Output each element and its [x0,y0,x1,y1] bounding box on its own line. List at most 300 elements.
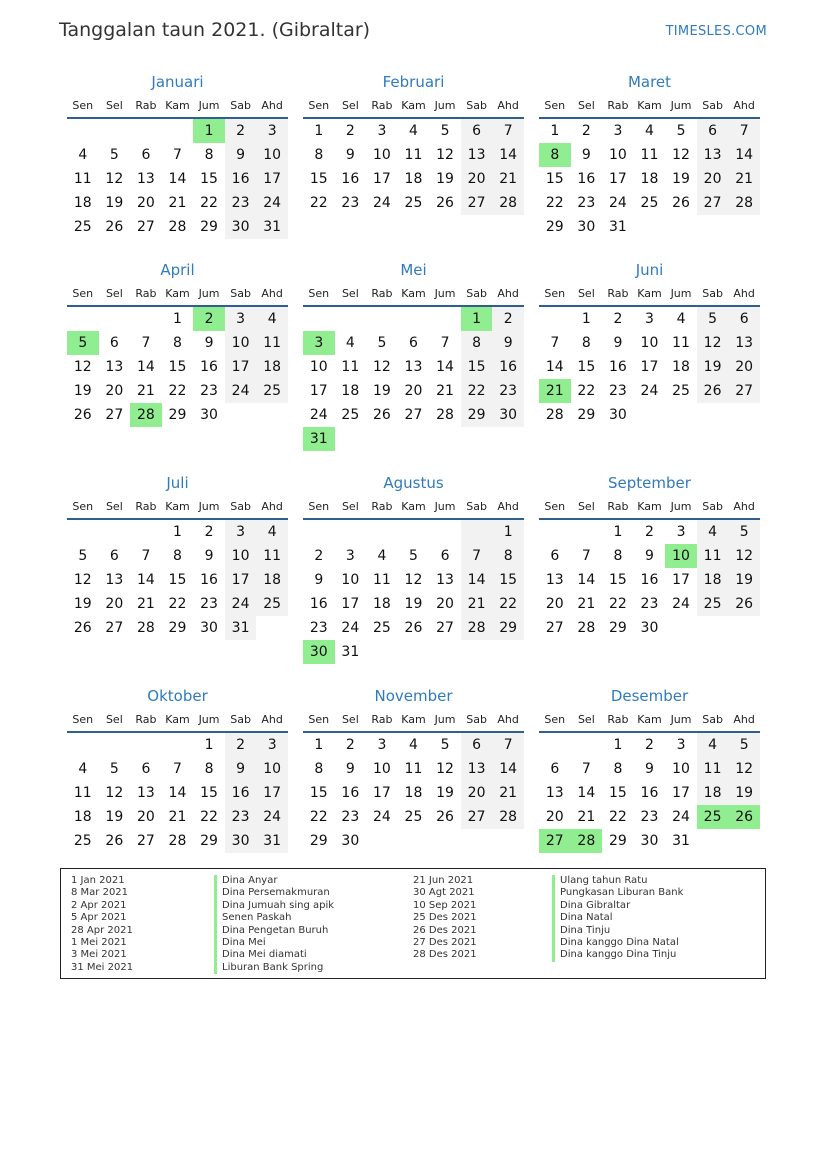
weekday-label: Sab [230,99,251,112]
day-cell: 9 [225,757,257,781]
day-cell: 10 [225,331,257,355]
month-oktober [67,684,288,872]
day-cell: 8 [204,147,214,163]
weekday-label: Rab [371,500,393,513]
holiday-date: 31 Mei 2021 [71,961,134,973]
weekday-label: Sab [702,287,723,300]
day-cell: 18 [404,171,423,187]
day-cell: 6 [461,119,493,143]
day-cell: 1 [173,311,182,327]
day-cell: 2 [225,119,257,143]
holiday-name: Dina Mei diamati [214,949,334,961]
day-cell: 25 [404,195,423,211]
day-cell: 27 [436,620,454,636]
day-cell: 23 [225,191,257,215]
weekday-label: Jum [434,287,456,300]
day-cell: 20 [461,167,493,191]
day-cell: 26 [436,195,454,211]
day-cell: 11 [73,785,92,801]
day-grid [303,119,524,215]
day-cell: 6 [697,119,729,143]
weekday-label: Rab [371,287,393,300]
day-cell: 14 [577,785,596,801]
day-cell: 7 [728,119,760,143]
holiday-date: 21 Jun 2021 [413,875,474,886]
weekday-label: Ahd [261,287,283,300]
day-grid [67,520,288,640]
day-cell: 7 [173,761,182,777]
day-cell: 20 [545,596,564,612]
month-title: November [374,687,453,705]
day-cell: 5 [109,147,119,163]
day-cell: 22 [200,809,218,825]
weekday-label: Sab [702,500,723,513]
weekday-label: Jum [198,287,220,300]
day-cell: 13 [136,785,155,801]
weekday-label: Kam [637,287,662,300]
weekday-label: Ahd [733,500,755,513]
empty-cell [162,119,194,143]
weekday-label: Ahd [497,713,519,726]
day-cell: 3 [256,119,288,143]
legend-dates-column-2 [413,875,477,962]
day-cell: 22 [309,809,328,825]
day-cell: 3 [377,737,387,753]
day-cell: 26 [105,219,124,235]
day-cell: 17 [225,355,257,379]
month-title: Januari [151,73,204,91]
month-title: September [608,474,691,492]
empty-cell [99,733,131,757]
day-cell: 25 [404,809,423,825]
day-cell: 19 [436,171,454,187]
day-cell: 9 [492,331,524,355]
day-cell: 2 [645,737,654,753]
day-cell: 9 [345,147,355,163]
weekday-label: Kam [165,500,190,513]
holiday-date: 5 Apr 2021 [71,912,127,924]
weekday-label: Rab [135,713,157,726]
holiday-date: 28 Apr 2021 [71,924,133,936]
day-cell: 14 [577,572,596,588]
weekday-label: Sen [72,287,94,300]
day-cell: 29 [608,620,627,636]
holiday-day-cell: 30 [303,640,335,664]
month-title: Juni [635,261,664,279]
day-cell: 7 [141,335,151,351]
weekday-label: Kam [401,99,426,112]
day-cell: 22 [608,596,627,612]
month-title: Februari [382,73,445,91]
day-cell: 2 [204,524,214,540]
day-cell: 27 [136,219,155,235]
weekday-label: Jum [198,99,220,112]
day-cell: 21 [136,596,155,612]
day-cell: 27 [404,407,423,423]
day-cell: 13 [697,143,729,167]
holiday-day-cell: 26 [728,805,760,829]
holiday-date: 2 Apr 2021 [71,899,127,911]
weekday-label: Sen [72,500,94,513]
day-cell: 4 [409,123,418,139]
empty-cell [67,520,99,544]
day-cell: 19 [105,809,124,825]
day-cell: 23 [577,195,596,211]
holiday-name: Dina Pengetan Buruh [214,925,334,937]
day-cell: 24 [608,195,627,211]
day-cell: 8 [581,335,591,351]
day-cell: 18 [73,809,92,825]
day-cell: 31 [341,644,360,660]
day-cell: 7 [141,548,151,564]
day-cell: 25 [256,592,288,616]
weekday-label: Sen [72,99,94,112]
day-cell: 11 [73,171,92,187]
day-cell: 28 [492,191,524,215]
day-cell: 18 [73,195,92,211]
day-cell: 19 [73,596,92,612]
day-cell: 7 [492,119,524,143]
day-cell: 2 [613,311,623,327]
day-cell: 26 [436,809,454,825]
day-cell: 23 [309,620,328,636]
holiday-name: Dina Persemakmuran [214,887,334,899]
day-cell: 30 [608,407,627,423]
day-cell: 16 [577,171,596,187]
weekday-label: Sen [308,287,330,300]
weekday-label: Sen [544,500,566,513]
day-cell: 4 [78,761,88,777]
day-cell: 31 [256,215,288,239]
month-november [303,684,524,872]
day-cell: 17 [372,171,391,187]
empty-cell [398,307,430,331]
weekday-label: Ahd [261,713,283,726]
holiday-day-cell: 8 [539,143,571,167]
month-september [539,471,760,684]
holiday-date: 1 Jan 2021 [71,875,125,886]
day-cell: 5 [676,123,686,139]
month-desember [539,684,760,872]
day-cell: 7 [581,548,591,564]
weekday-label: Sel [577,500,595,513]
day-cell: 12 [728,757,760,781]
legend-names-column-2 [552,875,683,962]
day-cell: 20 [697,167,729,191]
day-cell: 12 [105,785,124,801]
day-cell: 24 [672,809,690,825]
weekday-label: Sel [577,287,595,300]
weekday-header [303,709,524,733]
day-cell: 13 [461,143,493,167]
day-cell: 15 [309,785,328,801]
holiday-name: Dina Mei [214,937,334,949]
day-cell: 3 [676,737,686,753]
weekday-label: Rab [607,287,629,300]
day-cell: 13 [136,171,155,187]
day-cell: 28 [545,407,564,423]
weekday-label: Ahd [497,99,519,112]
day-cell: 19 [728,568,760,592]
day-cell: 4 [697,733,729,757]
day-grid [539,733,760,853]
day-cell: 8 [173,548,182,564]
day-cell: 17 [672,785,690,801]
day-cell: 21 [436,383,454,399]
day-cell: 16 [309,596,328,612]
day-cell: 14 [461,568,493,592]
month-title: Maret [627,73,672,91]
weekday-label: Kam [637,500,662,513]
day-cell: 24 [309,407,328,423]
day-cell: 17 [372,785,391,801]
day-cell: 20 [461,781,493,805]
weekday-label: Sab [702,713,723,726]
day-cell: 18 [640,171,659,187]
day-cell: 9 [645,761,654,777]
day-cell: 3 [377,123,387,139]
day-cell: 28 [168,219,187,235]
day-cell: 15 [577,359,596,375]
day-cell: 18 [341,383,360,399]
day-cell: 5 [377,335,387,351]
weekday-header [539,496,760,520]
month-agustus [303,471,524,684]
day-cell: 23 [640,809,659,825]
weekday-label: Rab [607,99,629,112]
empty-cell [303,520,335,544]
weekday-label: Kam [165,713,190,726]
weekday-label: Sel [577,713,595,726]
day-cell: 15 [545,171,564,187]
weekday-label: Rab [135,99,157,112]
day-cell: 2 [345,123,355,139]
day-cell: 9 [314,572,324,588]
day-cell: 30 [200,620,218,636]
legend-dates-column-1 [71,875,133,974]
day-cell: 5 [109,761,119,777]
day-cell: 29 [608,833,627,849]
weekday-label: Kam [401,287,426,300]
day-cell: 21 [577,596,596,612]
day-cell: 21 [461,592,493,616]
day-cell: 13 [545,785,564,801]
day-cell: 1 [613,524,623,540]
weekday-label: Rab [135,287,157,300]
day-grid [303,733,524,853]
weekday-label: Sel [105,99,123,112]
day-cell: 23 [341,195,360,211]
day-cell: 20 [136,195,155,211]
day-cell: 3 [225,520,257,544]
weekday-label: Kam [401,500,426,513]
holiday-date: 30 Agt 2021 [413,887,475,899]
day-cell: 21 [168,809,187,825]
weekday-header [303,496,524,520]
empty-cell [539,307,571,331]
day-cell: 22 [461,379,493,403]
empty-cell [99,520,131,544]
day-cell: 17 [341,596,360,612]
day-cell: 26 [372,407,391,423]
day-cell: 31 [672,833,690,849]
day-cell: 29 [168,407,187,423]
day-cell: 8 [314,147,324,163]
empty-cell [335,520,367,544]
empty-cell [130,733,162,757]
day-grid [539,119,760,239]
day-cell: 4 [256,520,288,544]
day-cell: 10 [608,147,627,163]
day-cell: 26 [672,195,690,211]
day-cell: 1 [550,123,560,139]
weekday-label: Sen [308,713,330,726]
weekday-label: Sen [544,287,566,300]
empty-cell [461,520,493,544]
day-cell: 10 [372,147,391,163]
day-cell: 22 [608,809,627,825]
weekday-label: Jum [434,713,456,726]
weekday-label: Rab [135,500,157,513]
day-cell: 23 [200,596,218,612]
day-cell: 27 [105,407,124,423]
month-title: April [160,261,195,279]
weekday-label: Sab [466,287,487,300]
day-cell: 11 [341,359,360,375]
empty-cell [429,307,461,331]
day-cell: 2 [645,524,654,540]
weekday-label: Sen [308,99,330,112]
legend-names-column-1 [214,875,334,974]
weekday-label: Rab [607,713,629,726]
day-cell: 24 [640,383,659,399]
day-grid [303,307,524,451]
day-cell: 25 [256,379,288,403]
day-cell: 1 [613,737,623,753]
day-cell: 25 [341,407,360,423]
day-cell: 10 [256,757,288,781]
weekday-label: Ahd [733,713,755,726]
weekday-header [67,496,288,520]
day-cell: 14 [492,757,524,781]
month-title: Juli [166,474,189,492]
day-cell: 31 [225,616,257,640]
day-cell: 5 [409,548,418,564]
weekday-label: Kam [165,99,190,112]
day-cell: 21 [577,809,596,825]
day-cell: 23 [640,596,659,612]
weekday-label: Sab [230,713,251,726]
weekday-label: Jum [670,500,692,513]
holiday-day-cell: 1 [193,119,225,143]
day-cell: 8 [461,331,493,355]
weekday-label: Sab [702,99,723,112]
day-cell: 15 [309,171,328,187]
day-cell: 11 [256,544,288,568]
day-cell: 15 [608,785,627,801]
day-cell: 25 [697,592,729,616]
day-cell: 6 [141,147,151,163]
weekday-label: Sab [230,287,251,300]
day-cell: 12 [105,171,124,187]
day-cell: 14 [545,359,564,375]
weekday-label: Sel [341,713,359,726]
day-cell: 16 [225,781,257,805]
day-cell: 12 [436,147,454,163]
day-cell: 28 [728,191,760,215]
day-grid [67,307,288,427]
day-cell: 2 [314,548,324,564]
day-cell: 14 [436,359,454,375]
day-cell: 19 [697,355,729,379]
day-cell: 17 [225,568,257,592]
day-cell: 10 [341,572,360,588]
empty-cell [99,119,131,143]
month-title: Desember [610,687,689,705]
day-cell: 15 [461,355,493,379]
weekday-header [539,283,760,307]
site-link[interactable]: TIMESLES.COM [665,24,767,39]
empty-cell [67,733,99,757]
day-grid [67,119,288,239]
day-cell: 24 [372,809,391,825]
day-cell: 23 [225,805,257,829]
weekday-label: Sab [230,500,251,513]
day-cell: 4 [377,548,387,564]
weekday-label: Sab [466,99,487,112]
day-cell: 24 [672,596,690,612]
day-cell: 8 [613,548,623,564]
day-cell: 18 [697,781,729,805]
day-cell: 20 [436,596,454,612]
day-cell: 11 [372,572,391,588]
day-cell: 4 [697,520,729,544]
holiday-name: Ulang tahun Ratu [552,875,683,887]
day-cell: 5 [697,307,729,331]
day-cell: 15 [168,572,187,588]
holiday-day-cell: 3 [303,331,335,355]
day-cell: 14 [168,785,187,801]
weekday-label: Sen [72,713,94,726]
month-juni [539,258,760,471]
day-cell: 5 [728,733,760,757]
day-cell: 12 [73,359,92,375]
day-cell: 16 [608,359,627,375]
day-cell: 3 [613,123,623,139]
day-cell: 22 [492,592,524,616]
day-cell: 6 [409,335,418,351]
day-cell: 8 [314,761,324,777]
weekday-label: Kam [401,713,426,726]
day-cell: 6 [461,733,493,757]
holiday-name: Dina Gibraltar [552,900,683,912]
day-cell: 11 [404,147,423,163]
weekday-label: Sab [466,713,487,726]
weekday-label: Jum [434,500,456,513]
weekday-label: Ahd [733,287,755,300]
day-cell: 11 [697,544,729,568]
weekday-header [303,95,524,119]
day-cell: 16 [225,167,257,191]
day-cell: 11 [256,331,288,355]
holiday-name: Dina Tinju [552,925,683,937]
day-cell: 6 [728,307,760,331]
day-cell: 24 [225,379,257,403]
weekday-label: Sen [308,500,330,513]
day-cell: 6 [550,761,560,777]
day-cell: 10 [372,761,391,777]
holiday-name: Dina Anyar [214,875,334,887]
